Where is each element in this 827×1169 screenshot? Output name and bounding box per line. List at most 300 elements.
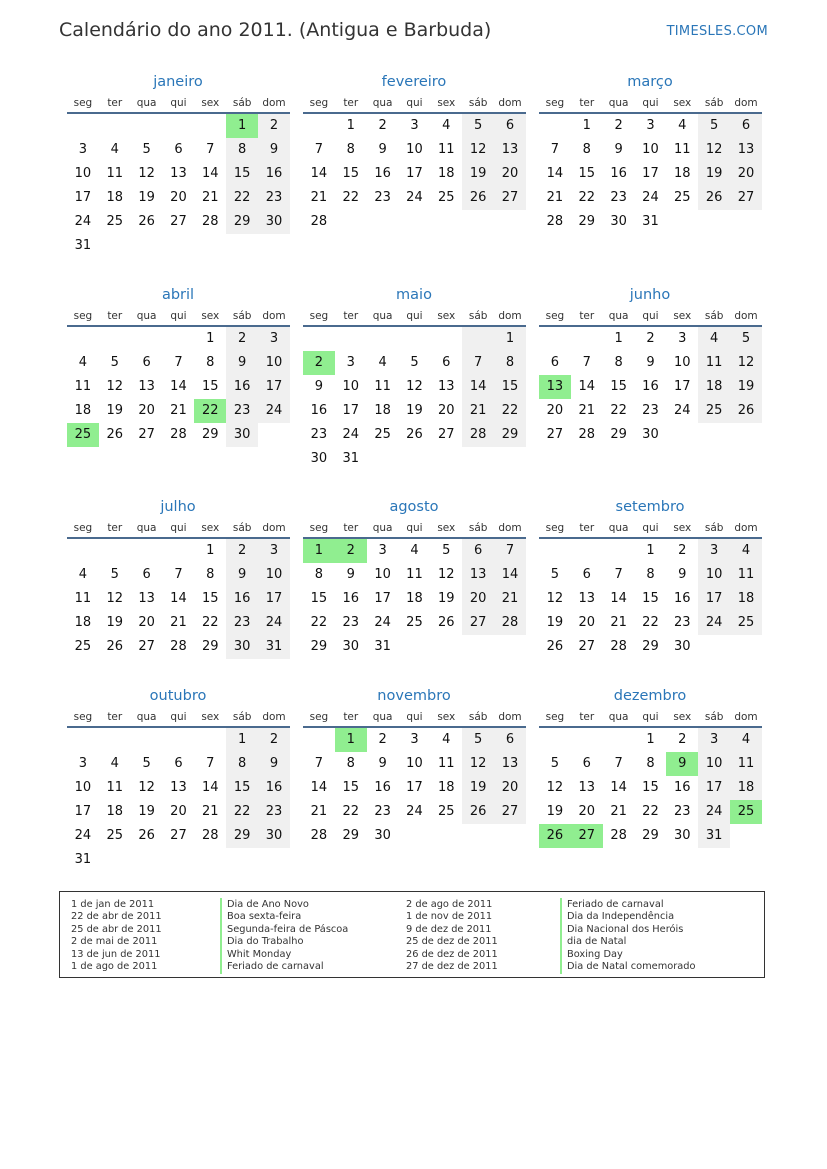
day-cell[interactable]: 28 — [202, 828, 219, 843]
day-cell[interactable]: 18 — [106, 190, 124, 205]
day-cell[interactable]: 15 — [226, 162, 258, 186]
day-cell[interactable]: 13 — [438, 379, 455, 394]
day-cell[interactable]: 30 — [342, 639, 360, 654]
day-cell[interactable]: 31 — [74, 238, 92, 253]
day-cell[interactable]: 22 — [202, 615, 219, 630]
day-cell[interactable]: 14 — [578, 379, 596, 394]
day-cell[interactable]: 10 — [74, 780, 92, 795]
day-cell[interactable]: 12 — [546, 591, 564, 606]
day-cell[interactable]: 5 — [462, 114, 494, 138]
day-cell[interactable]: 8 — [206, 567, 215, 582]
day-cell[interactable]: 13 — [170, 780, 187, 795]
day-cell[interactable]: 21 — [170, 403, 187, 418]
day-cell[interactable]: 18 — [74, 403, 92, 418]
day-cell[interactable]: 25 — [730, 611, 762, 635]
day-cell[interactable]: 12 — [138, 166, 155, 181]
day-cell[interactable]: 7 — [206, 142, 215, 157]
day-cell[interactable]: 11 — [406, 567, 423, 582]
day-cell[interactable]: 26 — [138, 214, 155, 229]
day-cell[interactable]: 22 — [342, 804, 360, 819]
day-cell[interactable]: 17 — [258, 375, 290, 399]
day-cell[interactable]: 24 — [642, 190, 659, 205]
day-cell[interactable]: 18 — [406, 591, 423, 606]
day-cell[interactable]: 13 — [170, 166, 187, 181]
day-cell[interactable]: 7 — [550, 142, 560, 157]
day-cell[interactable]: 22 — [342, 190, 360, 205]
day-cell[interactable]: 12 — [462, 138, 494, 162]
day-cell[interactable]: 29 — [310, 639, 328, 654]
day-cell[interactable]: 18 — [438, 166, 455, 181]
day-cell[interactable]: 28 — [310, 828, 328, 843]
day-cell[interactable]: 8 — [226, 752, 258, 776]
day-cell[interactable]: 29 — [342, 828, 360, 843]
day-cell[interactable]: 19 — [106, 615, 124, 630]
day-cell[interactable]: 3 — [646, 118, 655, 133]
day-cell[interactable]: 23 — [610, 190, 627, 205]
day-cell[interactable]: 1 — [494, 327, 526, 351]
day-cell[interactable]: 14 — [310, 166, 328, 181]
day-cell[interactable]: 7 — [174, 355, 183, 370]
day-cell[interactable]: 19 — [138, 190, 155, 205]
day-cell[interactable]: 13 — [578, 780, 596, 795]
day-cell[interactable]: 25 — [438, 190, 455, 205]
day-cell[interactable]: 9 — [378, 756, 387, 771]
day-cell[interactable]: 3 — [678, 331, 687, 346]
day-cell[interactable]: 23 — [258, 800, 290, 824]
day-cell[interactable]: 1 — [582, 118, 591, 133]
day-cell[interactable]: 17 — [674, 379, 691, 394]
day-cell[interactable]: 21 — [310, 190, 328, 205]
day-cell[interactable]: 2 — [378, 732, 387, 747]
day-cell[interactable]: 14 — [494, 563, 526, 587]
day-cell[interactable]: 26 — [406, 427, 423, 442]
day-cell[interactable]: 22 — [226, 800, 258, 824]
day-cell[interactable]: 5 — [442, 543, 451, 558]
day-cell[interactable]: 9 — [614, 142, 623, 157]
day-cell[interactable]: 8 — [494, 351, 526, 375]
day-cell[interactable]: 17 — [342, 403, 360, 418]
day-cell[interactable]: 22 — [494, 399, 526, 423]
day-cell[interactable]: 14 — [546, 166, 564, 181]
day-cell[interactable]: 5 — [142, 756, 151, 771]
day-cell[interactable]: 16 — [342, 591, 360, 606]
day-cell[interactable]: 25 — [406, 615, 423, 630]
day-cell[interactable]: 4 — [730, 728, 762, 752]
day-cell[interactable]: 6 — [582, 756, 591, 771]
day-cell[interactable]: 17 — [74, 804, 92, 819]
day-cell[interactable]: 21 — [202, 804, 219, 819]
day-cell[interactable]: 21 — [610, 615, 627, 630]
day-cell[interactable]: 30 — [258, 824, 290, 848]
day-cell[interactable]: 9 — [646, 355, 655, 370]
day-cell[interactable]: 6 — [550, 355, 560, 370]
day-cell[interactable]: 28 — [170, 639, 187, 654]
day-cell[interactable]: 15 — [202, 591, 219, 606]
day-cell[interactable]: 4 — [110, 142, 119, 157]
holiday-day-cell[interactable]: 22 — [194, 399, 226, 423]
day-cell[interactable]: 24 — [374, 615, 391, 630]
day-cell[interactable]: 1 — [206, 331, 215, 346]
day-cell[interactable]: 5 — [730, 327, 762, 351]
day-cell[interactable]: 20 — [138, 615, 155, 630]
day-cell[interactable]: 26 — [138, 828, 155, 843]
day-cell[interactable]: 7 — [462, 351, 494, 375]
day-cell[interactable]: 21 — [610, 804, 627, 819]
day-cell[interactable]: 11 — [438, 142, 455, 157]
day-cell[interactable]: 4 — [698, 327, 730, 351]
day-cell[interactable]: 27 — [494, 186, 526, 210]
day-cell[interactable]: 29 — [226, 210, 258, 234]
day-cell[interactable]: 25 — [698, 399, 730, 423]
day-cell[interactable]: 16 — [610, 166, 627, 181]
day-cell[interactable]: 2 — [646, 331, 655, 346]
day-cell[interactable]: 30 — [310, 451, 328, 466]
day-cell[interactable]: 25 — [438, 804, 455, 819]
day-cell[interactable]: 24 — [74, 214, 92, 229]
day-cell[interactable]: 18 — [730, 776, 762, 800]
day-cell[interactable]: 29 — [642, 639, 659, 654]
holiday-day-cell[interactable]: 1 — [226, 114, 258, 138]
day-cell[interactable]: 1 — [346, 118, 355, 133]
day-cell[interactable]: 23 — [374, 190, 391, 205]
day-cell[interactable]: 7 — [614, 567, 623, 582]
holiday-day-cell[interactable]: 1 — [303, 539, 335, 563]
day-cell[interactable]: 11 — [74, 591, 92, 606]
day-cell[interactable]: 14 — [170, 591, 187, 606]
day-cell[interactable]: 4 — [678, 118, 687, 133]
day-cell[interactable]: 3 — [258, 539, 290, 563]
day-cell[interactable]: 6 — [730, 114, 762, 138]
day-cell[interactable]: 21 — [310, 804, 328, 819]
day-cell[interactable]: 24 — [698, 611, 730, 635]
day-cell[interactable]: 12 — [546, 780, 564, 795]
day-cell[interactable]: 12 — [698, 138, 730, 162]
day-cell[interactable]: 2 — [258, 728, 290, 752]
day-cell[interactable]: 19 — [106, 403, 124, 418]
day-cell[interactable]: 26 — [462, 800, 494, 824]
day-cell[interactable]: 16 — [674, 591, 691, 606]
day-cell[interactable]: 23 — [226, 399, 258, 423]
day-cell[interactable]: 3 — [78, 142, 88, 157]
day-cell[interactable]: 19 — [546, 615, 564, 630]
day-cell[interactable]: 11 — [674, 142, 691, 157]
day-cell[interactable]: 28 — [494, 611, 526, 635]
day-cell[interactable]: 25 — [674, 190, 691, 205]
day-cell[interactable]: 28 — [462, 423, 494, 447]
day-cell[interactable]: 24 — [258, 399, 290, 423]
day-cell[interactable]: 5 — [550, 567, 560, 582]
day-cell[interactable]: 5 — [110, 567, 119, 582]
day-cell[interactable]: 3 — [410, 732, 419, 747]
day-cell[interactable]: 23 — [674, 804, 691, 819]
day-cell[interactable]: 19 — [406, 403, 423, 418]
day-cell[interactable]: 12 — [106, 379, 124, 394]
day-cell[interactable]: 2 — [678, 732, 687, 747]
day-cell[interactable]: 10 — [698, 752, 730, 776]
day-cell[interactable]: 1 — [226, 728, 258, 752]
day-cell[interactable]: 24 — [674, 403, 691, 418]
day-cell[interactable]: 22 — [610, 403, 627, 418]
day-cell[interactable]: 18 — [698, 375, 730, 399]
day-cell[interactable]: 21 — [546, 190, 564, 205]
day-cell[interactable]: 4 — [410, 543, 419, 558]
day-cell[interactable]: 27 — [138, 639, 155, 654]
day-cell[interactable]: 3 — [410, 118, 419, 133]
day-cell[interactable]: 26 — [462, 186, 494, 210]
day-cell[interactable]: 18 — [106, 804, 124, 819]
day-cell[interactable]: 21 — [202, 190, 219, 205]
day-cell[interactable]: 8 — [646, 756, 655, 771]
day-cell[interactable]: 22 — [642, 615, 659, 630]
day-cell[interactable]: 11 — [374, 379, 391, 394]
day-cell[interactable]: 27 — [138, 427, 155, 442]
day-cell[interactable]: 16 — [674, 780, 691, 795]
day-cell[interactable]: 7 — [582, 355, 591, 370]
day-cell[interactable]: 26 — [698, 186, 730, 210]
day-cell[interactable]: 3 — [698, 728, 730, 752]
day-cell[interactable]: 30 — [642, 427, 659, 442]
day-cell[interactable]: 29 — [226, 824, 258, 848]
day-cell[interactable]: 13 — [138, 591, 155, 606]
day-cell[interactable]: 14 — [170, 379, 187, 394]
day-cell[interactable]: 20 — [494, 776, 526, 800]
day-cell[interactable]: 29 — [610, 427, 627, 442]
day-cell[interactable]: 13 — [462, 563, 494, 587]
day-cell[interactable]: 7 — [314, 756, 324, 771]
day-cell[interactable]: 20 — [170, 804, 187, 819]
day-cell[interactable]: 27 — [170, 828, 187, 843]
day-cell[interactable]: 30 — [226, 423, 258, 447]
day-cell[interactable]: 27 — [546, 427, 564, 442]
day-cell[interactable]: 12 — [462, 752, 494, 776]
day-cell[interactable]: 15 — [226, 776, 258, 800]
day-cell[interactable]: 22 — [226, 186, 258, 210]
day-cell[interactable]: 30 — [226, 635, 258, 659]
day-cell[interactable]: 2 — [378, 118, 387, 133]
day-cell[interactable]: 30 — [374, 828, 391, 843]
day-cell[interactable]: 24 — [74, 828, 92, 843]
day-cell[interactable]: 27 — [170, 214, 187, 229]
day-cell[interactable]: 4 — [78, 567, 88, 582]
holiday-day-cell[interactable]: 25 — [730, 800, 762, 824]
day-cell[interactable]: 10 — [74, 166, 92, 181]
day-cell[interactable]: 4 — [442, 118, 451, 133]
holiday-day-cell[interactable]: 2 — [335, 539, 367, 563]
holiday-day-cell[interactable]: 27 — [571, 824, 603, 848]
day-cell[interactable]: 5 — [550, 756, 560, 771]
day-cell[interactable]: 8 — [314, 567, 324, 582]
day-cell[interactable]: 4 — [730, 539, 762, 563]
day-cell[interactable]: 4 — [78, 355, 88, 370]
day-cell[interactable]: 19 — [462, 776, 494, 800]
day-cell[interactable]: 29 — [202, 639, 219, 654]
day-cell[interactable]: 16 — [310, 403, 328, 418]
day-cell[interactable]: 21 — [170, 615, 187, 630]
day-cell[interactable]: 19 — [138, 804, 155, 819]
day-cell[interactable]: 6 — [462, 539, 494, 563]
day-cell[interactable]: 27 — [462, 611, 494, 635]
day-cell[interactable]: 21 — [494, 587, 526, 611]
day-cell[interactable]: 8 — [646, 567, 655, 582]
day-cell[interactable]: 2 — [258, 114, 290, 138]
day-cell[interactable]: 14 — [202, 780, 219, 795]
day-cell[interactable]: 31 — [698, 824, 730, 848]
day-cell[interactable]: 6 — [174, 756, 183, 771]
day-cell[interactable]: 10 — [674, 355, 691, 370]
day-cell[interactable]: 15 — [310, 591, 328, 606]
day-cell[interactable]: 9 — [226, 351, 258, 375]
day-cell[interactable]: 27 — [730, 186, 762, 210]
day-cell[interactable]: 19 — [462, 162, 494, 186]
day-cell[interactable]: 4 — [378, 355, 387, 370]
day-cell[interactable]: 16 — [226, 375, 258, 399]
day-cell[interactable]: 17 — [698, 776, 730, 800]
day-cell[interactable]: 10 — [342, 379, 360, 394]
day-cell[interactable]: 2 — [226, 539, 258, 563]
day-cell[interactable]: 24 — [698, 800, 730, 824]
holiday-day-cell[interactable]: 1 — [335, 728, 367, 752]
day-cell[interactable]: 9 — [258, 752, 290, 776]
day-cell[interactable]: 3 — [378, 543, 387, 558]
day-cell[interactable]: 13 — [138, 379, 155, 394]
day-cell[interactable]: 13 — [730, 138, 762, 162]
day-cell[interactable]: 31 — [342, 451, 360, 466]
day-cell[interactable]: 31 — [374, 639, 391, 654]
day-cell[interactable]: 18 — [438, 780, 455, 795]
day-cell[interactable]: 23 — [674, 615, 691, 630]
day-cell[interactable]: 13 — [578, 591, 596, 606]
day-cell[interactable]: 31 — [642, 214, 659, 229]
day-cell[interactable]: 29 — [202, 427, 219, 442]
day-cell[interactable]: 24 — [406, 804, 423, 819]
day-cell[interactable]: 9 — [346, 567, 355, 582]
day-cell[interactable]: 29 — [642, 828, 659, 843]
day-cell[interactable]: 5 — [142, 142, 151, 157]
day-cell[interactable]: 7 — [614, 756, 623, 771]
day-cell[interactable]: 23 — [226, 611, 258, 635]
day-cell[interactable]: 19 — [730, 375, 762, 399]
day-cell[interactable]: 22 — [578, 190, 596, 205]
day-cell[interactable]: 16 — [642, 379, 659, 394]
day-cell[interactable]: 26 — [106, 639, 124, 654]
day-cell[interactable]: 23 — [374, 804, 391, 819]
day-cell[interactable]: 11 — [106, 166, 124, 181]
day-cell[interactable]: 27 — [438, 427, 455, 442]
day-cell[interactable]: 3 — [258, 327, 290, 351]
day-cell[interactable]: 16 — [258, 776, 290, 800]
day-cell[interactable]: 26 — [730, 399, 762, 423]
day-cell[interactable]: 15 — [610, 379, 627, 394]
day-cell[interactable]: 26 — [438, 615, 455, 630]
day-cell[interactable]: 9 — [226, 563, 258, 587]
holiday-day-cell[interactable]: 25 — [67, 423, 99, 447]
day-cell[interactable]: 11 — [438, 756, 455, 771]
day-cell[interactable]: 29 — [578, 214, 596, 229]
day-cell[interactable]: 1 — [646, 732, 655, 747]
day-cell[interactable]: 20 — [730, 162, 762, 186]
day-cell[interactable]: 8 — [346, 756, 355, 771]
day-cell[interactable]: 11 — [106, 780, 124, 795]
day-cell[interactable]: 13 — [494, 138, 526, 162]
day-cell[interactable]: 10 — [698, 563, 730, 587]
day-cell[interactable]: 12 — [138, 780, 155, 795]
day-cell[interactable]: 14 — [202, 166, 219, 181]
day-cell[interactable]: 15 — [342, 780, 360, 795]
day-cell[interactable]: 12 — [406, 379, 423, 394]
day-cell[interactable]: 7 — [494, 539, 526, 563]
day-cell[interactable]: 20 — [438, 403, 455, 418]
day-cell[interactable]: 16 — [226, 587, 258, 611]
day-cell[interactable]: 6 — [442, 355, 451, 370]
day-cell[interactable]: 20 — [170, 190, 187, 205]
day-cell[interactable]: 23 — [310, 427, 328, 442]
day-cell[interactable]: 20 — [138, 403, 155, 418]
day-cell[interactable]: 19 — [546, 804, 564, 819]
day-cell[interactable]: 6 — [174, 142, 183, 157]
day-cell[interactable]: 30 — [674, 639, 691, 654]
day-cell[interactable]: 10 — [406, 142, 423, 157]
day-cell[interactable]: 5 — [698, 114, 730, 138]
day-cell[interactable]: 17 — [406, 780, 423, 795]
day-cell[interactable]: 28 — [170, 427, 187, 442]
brand-link[interactable]: TIMESLES.COM — [666, 24, 768, 39]
day-cell[interactable]: 20 — [578, 804, 596, 819]
day-cell[interactable]: 10 — [374, 567, 391, 582]
day-cell[interactable]: 8 — [226, 138, 258, 162]
day-cell[interactable]: 6 — [142, 567, 151, 582]
day-cell[interactable]: 12 — [438, 567, 455, 582]
day-cell[interactable]: 16 — [374, 166, 391, 181]
day-cell[interactable]: 25 — [106, 214, 124, 229]
day-cell[interactable]: 17 — [374, 591, 391, 606]
day-cell[interactable]: 6 — [582, 567, 591, 582]
day-cell[interactable]: 12 — [730, 351, 762, 375]
day-cell[interactable]: 27 — [578, 639, 596, 654]
day-cell[interactable]: 16 — [258, 162, 290, 186]
day-cell[interactable]: 12 — [106, 591, 124, 606]
day-cell[interactable]: 8 — [614, 355, 623, 370]
day-cell[interactable]: 3 — [346, 355, 355, 370]
day-cell[interactable]: 22 — [310, 615, 328, 630]
day-cell[interactable]: 28 — [546, 214, 564, 229]
day-cell[interactable]: 21 — [578, 403, 596, 418]
day-cell[interactable]: 15 — [342, 166, 360, 181]
day-cell[interactable]: 13 — [494, 752, 526, 776]
day-cell[interactable]: 16 — [374, 780, 391, 795]
day-cell[interactable]: 15 — [642, 591, 659, 606]
day-cell[interactable]: 28 — [610, 828, 627, 843]
day-cell[interactable]: 18 — [74, 615, 92, 630]
day-cell[interactable]: 21 — [462, 399, 494, 423]
day-cell[interactable]: 31 — [258, 635, 290, 659]
day-cell[interactable]: 29 — [494, 423, 526, 447]
day-cell[interactable]: 19 — [698, 162, 730, 186]
day-cell[interactable]: 18 — [374, 403, 391, 418]
day-cell[interactable]: 15 — [202, 379, 219, 394]
day-cell[interactable]: 30 — [610, 214, 627, 229]
day-cell[interactable]: 10 — [258, 351, 290, 375]
day-cell[interactable]: 14 — [310, 780, 328, 795]
day-cell[interactable]: 7 — [314, 142, 324, 157]
day-cell[interactable]: 1 — [614, 331, 623, 346]
day-cell[interactable]: 3 — [698, 539, 730, 563]
day-cell[interactable]: 20 — [462, 587, 494, 611]
day-cell[interactable]: 7 — [174, 567, 183, 582]
day-cell[interactable]: 28 — [202, 214, 219, 229]
day-cell[interactable]: 11 — [730, 752, 762, 776]
day-cell[interactable]: 20 — [546, 403, 564, 418]
day-cell[interactable]: 6 — [494, 114, 526, 138]
